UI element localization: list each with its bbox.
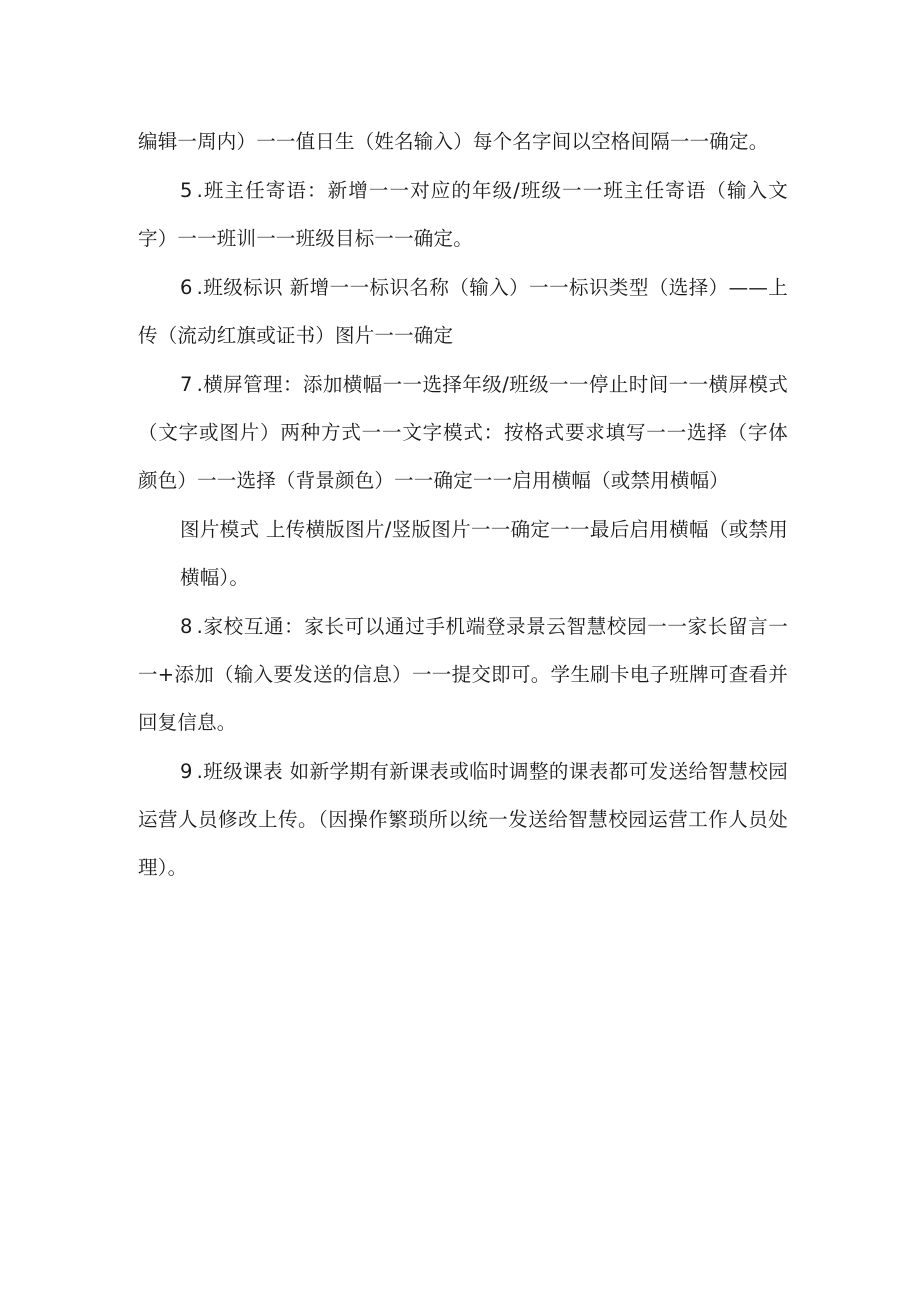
paragraph-number: 7 (180, 373, 193, 396)
paragraph-class-badge (138, 264, 788, 360)
paragraph-number: 5 (180, 179, 193, 202)
paragraph-number: 8 (180, 615, 193, 638)
paragraph-class-schedule (138, 748, 788, 892)
paragraph-image-mode: 图片模式 上传横版图片/竖版图片一一确定一一最后启用横幅（或禁用横幅）。 (180, 518, 788, 589)
paragraph-text: .班主任寄语：新增一一对应的年级/班级一一班主任寄语（输入文字）一一班训一一班级目标一一确定。 (138, 179, 788, 250)
paragraph-banner-management (138, 361, 788, 505)
paragraph-text: .班级标识 新增一一标识名称（输入）一一标识类型（选择）——上传（流动红旗或证书）图片一一确定 (138, 276, 788, 347)
paragraph-number: 9 (180, 760, 193, 783)
paragraph-text: .家校互通：家长可以通过手机端登录景云智慧校园一一家长留言一一+添加（输入要发送的信息）一一提交即可。学生刷卡电子班牌可查看并回复信息。 (138, 615, 788, 734)
paragraph-home-school (138, 603, 788, 747)
paragraph-class-teacher-message (138, 167, 788, 263)
paragraph-text: .班级课表 如新学期有新课表或临时调整的课表都可发送给智慧校园运营人员修改上传。（因操作繁琐所以统一发送给智慧校园运营工作人员处理）。 (138, 760, 788, 879)
paragraph-continuation: 编辑一周内）一一值日生（姓名输入）每个名字间以空格间隔一一确定。 (138, 130, 769, 153)
paragraph-number: 6 (180, 276, 193, 299)
document-body (138, 118, 788, 893)
paragraph-text: .横屏管理：添加横幅一一选择年级/班级一一停止时间一一横屏模式（文字或图片）两种方式一一文字模式：按格式要求填写一一选择（字体颜色）一一选择（背景颜色）一一确定一一启用横幅（或禁用横幅） (138, 373, 788, 492)
